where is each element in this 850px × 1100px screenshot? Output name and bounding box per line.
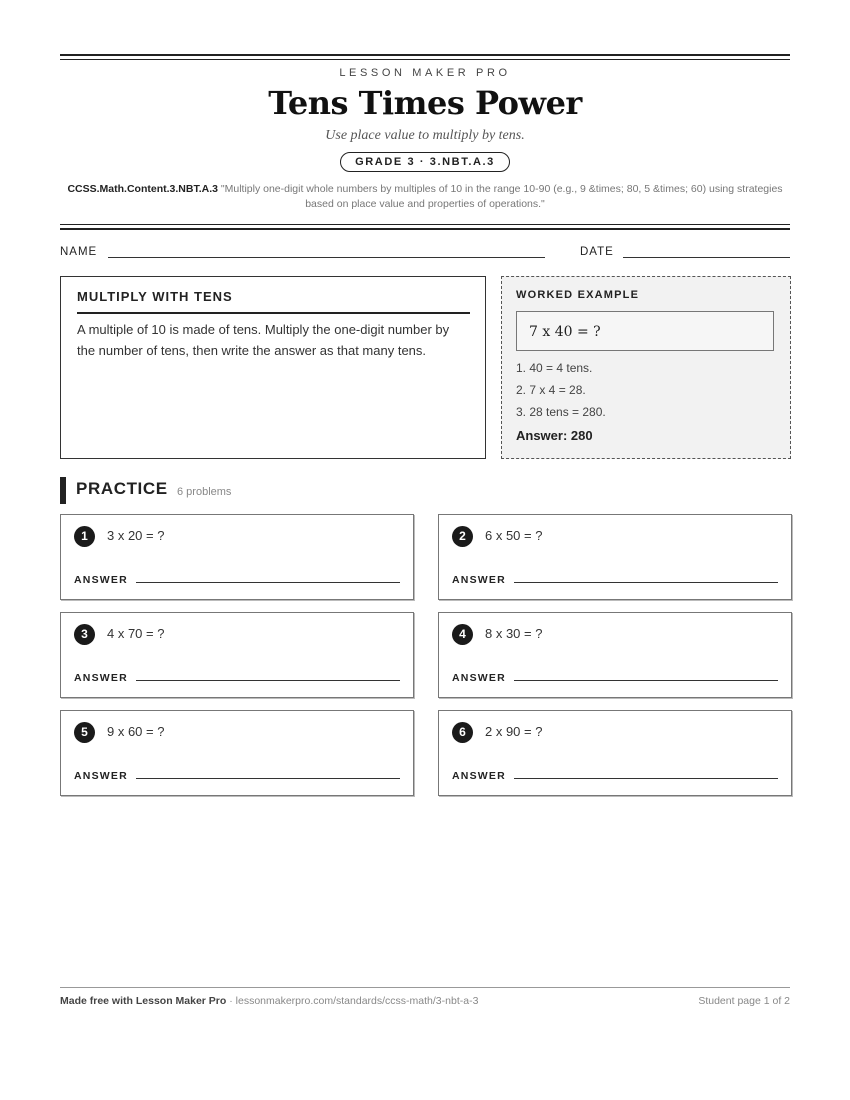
answer-field[interactable] bbox=[136, 680, 400, 681]
answer-field[interactable] bbox=[136, 778, 400, 779]
answer-field[interactable] bbox=[514, 680, 778, 681]
top-rule-thin bbox=[60, 59, 790, 60]
page-title: Tens Times Power bbox=[268, 84, 582, 122]
name-label: NAME bbox=[60, 246, 98, 258]
grade-badge-wrap bbox=[60, 152, 790, 172]
worked-example-box bbox=[501, 276, 791, 459]
problem-question: 8 x 30 = ? bbox=[485, 626, 543, 641]
problem-number-badge: 5 bbox=[74, 722, 95, 743]
brand-name: LESSON MAKER PRO bbox=[339, 67, 511, 79]
problem-number-badge: 2 bbox=[452, 526, 473, 547]
problem-card-6 bbox=[438, 710, 792, 796]
problem-card-2 bbox=[438, 514, 792, 600]
footer-credit bbox=[60, 995, 478, 1007]
problem-number-badge: 4 bbox=[452, 624, 473, 645]
problem-question: 2 x 90 = ? bbox=[485, 724, 543, 739]
standard-text: "Multiply one-digit whole numbers by multiples of 10 in the range 10-90 (e.g., 9 &times; 80, 5 &times; 60) using strategies based on place value and properties of operations." bbox=[220, 183, 783, 210]
footer-url[interactable]: · lessonmakerpro.com/standards/ccss-math/3-nbt-a-3 bbox=[226, 995, 479, 1007]
worked-example-answer: Answer: 280 bbox=[516, 428, 593, 443]
header-bottom-rule-thin bbox=[60, 224, 790, 225]
grade-badge: GRADE 3 · 3.NBT.A.3 bbox=[340, 152, 510, 172]
answer-label: ANSWER bbox=[74, 770, 128, 782]
answer-label: ANSWER bbox=[452, 574, 506, 586]
problem-number-badge: 1 bbox=[74, 526, 95, 547]
worked-example-steps bbox=[516, 358, 606, 424]
answer-field[interactable] bbox=[514, 582, 778, 583]
name-field[interactable] bbox=[108, 257, 545, 258]
practice-count: 6 problems bbox=[177, 486, 232, 498]
footer-rule bbox=[60, 987, 790, 988]
top-rule bbox=[60, 54, 790, 56]
worked-example-step: 1. 40 = 4 tens. bbox=[516, 361, 593, 375]
standard-description bbox=[60, 182, 790, 212]
problem-number-badge: 6 bbox=[452, 722, 473, 743]
answer-field[interactable] bbox=[136, 582, 400, 583]
intro-box bbox=[60, 276, 486, 459]
problem-card-5 bbox=[60, 710, 414, 796]
worksheet-page bbox=[60, 0, 790, 1100]
problem-question: 4 x 70 = ? bbox=[107, 626, 165, 641]
practice-title: PRACTICE bbox=[76, 479, 168, 498]
answer-field[interactable] bbox=[514, 778, 778, 779]
date-label: DATE bbox=[580, 246, 614, 258]
page-subtitle: Use place value to multiply by tens. bbox=[325, 128, 525, 143]
problem-card-1 bbox=[60, 514, 414, 600]
footer-made-with: Made free with Lesson Maker Pro bbox=[60, 995, 227, 1007]
problem-card-3 bbox=[60, 612, 414, 698]
date-field[interactable] bbox=[623, 257, 790, 258]
answer-label: ANSWER bbox=[74, 574, 128, 586]
problem-card-4 bbox=[438, 612, 792, 698]
intro-body: A multiple of 10 is made of tens. Multiply the one-digit number by the number of tens, then write the answer as that many tens. bbox=[77, 322, 450, 358]
worked-example-step: 2. 7 x 4 = 28. bbox=[516, 383, 586, 397]
answer-label: ANSWER bbox=[452, 770, 506, 782]
answer-label: ANSWER bbox=[74, 672, 128, 684]
standard-code: CCSS.Math.Content.3.NBT.A.3 bbox=[67, 183, 218, 195]
intro-heading-underline bbox=[77, 312, 470, 314]
worked-example-step: 3. 28 tens = 280. bbox=[516, 405, 606, 419]
problem-question: 9 x 60 = ? bbox=[107, 724, 165, 739]
answer-label: ANSWER bbox=[452, 672, 506, 684]
footer-page-number: Student page 1 of 2 bbox=[698, 995, 790, 1007]
intro-heading: MULTIPLY WITH TENS bbox=[77, 289, 233, 304]
practice-section-marker bbox=[60, 477, 66, 504]
worked-example-label: WORKED EXAMPLE bbox=[516, 289, 640, 301]
problem-question: 3 x 20 = ? bbox=[107, 528, 165, 543]
header-bottom-rule bbox=[60, 228, 790, 230]
problem-number-badge: 3 bbox=[74, 624, 95, 645]
worked-example-problem: 7 x 40 = ? bbox=[516, 311, 774, 351]
problem-question: 6 x 50 = ? bbox=[485, 528, 543, 543]
